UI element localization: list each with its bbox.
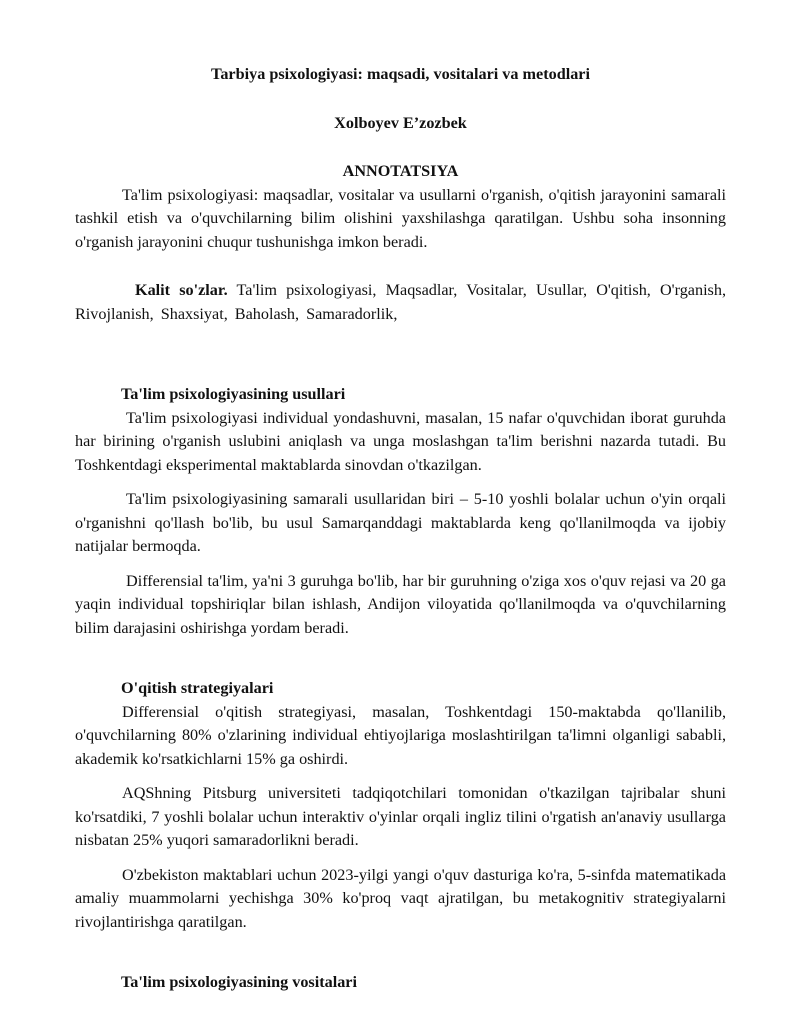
section-heading-tools: Ta'lim psixologiyasining vositalari — [121, 973, 357, 991]
paragraph: Differensial o'qitish strategiyasi, masalan, Toshkentdagi 150-maktabda qo'llanilib, o'quvchilarning 80% o'zlarining individual ehtiyojlariga moslashtirilgan ta'limni olganligi sababli, akademik ko'rsatkichlarni 15% ga oshirdi. — [75, 702, 726, 768]
paragraph: Ta'lim psixologiyasi individual yondashuvni, masalan, 15 nafar o'quvchidan iborat guruhda har birining o'rganish uslubini aniqlash va unga moslashgan ta'lim berishni nazarda tutadi. Bu Toshkentdagi eksperimental maktablarda sinovdan o'tkazilgan. — [75, 408, 726, 474]
section-heading-strategies: O'qitish strategiyalari — [121, 679, 274, 697]
annotation-paragraph: Ta'lim psixologiyasi: maqsadlar, vositalar va usullarni o'rganish, o'qitish jarayonini samarali tashkil etish va o'quvchilarning bilim olishini yaxshilashga qaratilgan. Ushbu soha insonning o'rganish jarayonini chuqur tushunishga imkon beradi. — [75, 185, 726, 251]
author-name: Xolboyev E’zozbek — [334, 113, 467, 132]
annotation-heading: ANNOTATSIYA — [342, 162, 459, 180]
document-title: Tarbiya psixologiyasi: maqsadi, vositalari va metodlari — [211, 65, 590, 83]
paragraph: AQShning Pitsburg universiteti tadqiqotchilari tomonidan o'tkazilgan tajribalar shuni ko'rsatdiki, 7 yoshli bolalar uchun interaktiv o'yinlar orqali ingliz tilini o'rgatish an'anaviy usullarga nisbatan 25% yuqori samaradorlikni beradi. — [75, 784, 726, 849]
keywords-label: Kalit so'zlar. — [135, 281, 228, 299]
keywords-paragraph — [75, 279, 726, 326]
document-page — [75, 0, 726, 995]
paragraph: O'zbekiston maktablari uchun 2023-yilgi yangi o'quv dasturiga ko'ra, 5-sinfda matematikada amaliy muammolarni yechishga 30% ko'proq vaqt ajratilgan, bu metakognitiv strategiyalarni rivojlantirishga qaratilgan. — [75, 865, 726, 931]
paragraph: Ta'lim psixologiyasining samarali usullaridan biri – 5-10 yoshli bolalar uchun o'yin orqali o'rganishni qo'llash bo'lib, bu usul Samarqanddagi maktablarda keng qo'llanilmoqda va ijobiy natijalar bermoqda. — [75, 490, 726, 555]
paragraph: Differensial ta'lim, ya'ni 3 guruhga bo'lib, har bir guruhning o'ziga xos o'quv rejasi va 20 ga yaqin individual topshiriqlar bilan ishlash, Andijon viloyatida qo'llanilmoqda va o'quvchilarning bilim darajasini oshirishga yordam beradi. — [75, 571, 726, 637]
section-heading-methods: Ta'lim psixologiyasining usullari — [121, 385, 346, 403]
keywords-list: Ta'lim psixologiyasi, Maqsadlar, Vositalar, Usullar, O'qitish, O'rganish, Rivojlanish, Shaxsiyat, Baholash, Samaradorlik, — [75, 281, 727, 323]
